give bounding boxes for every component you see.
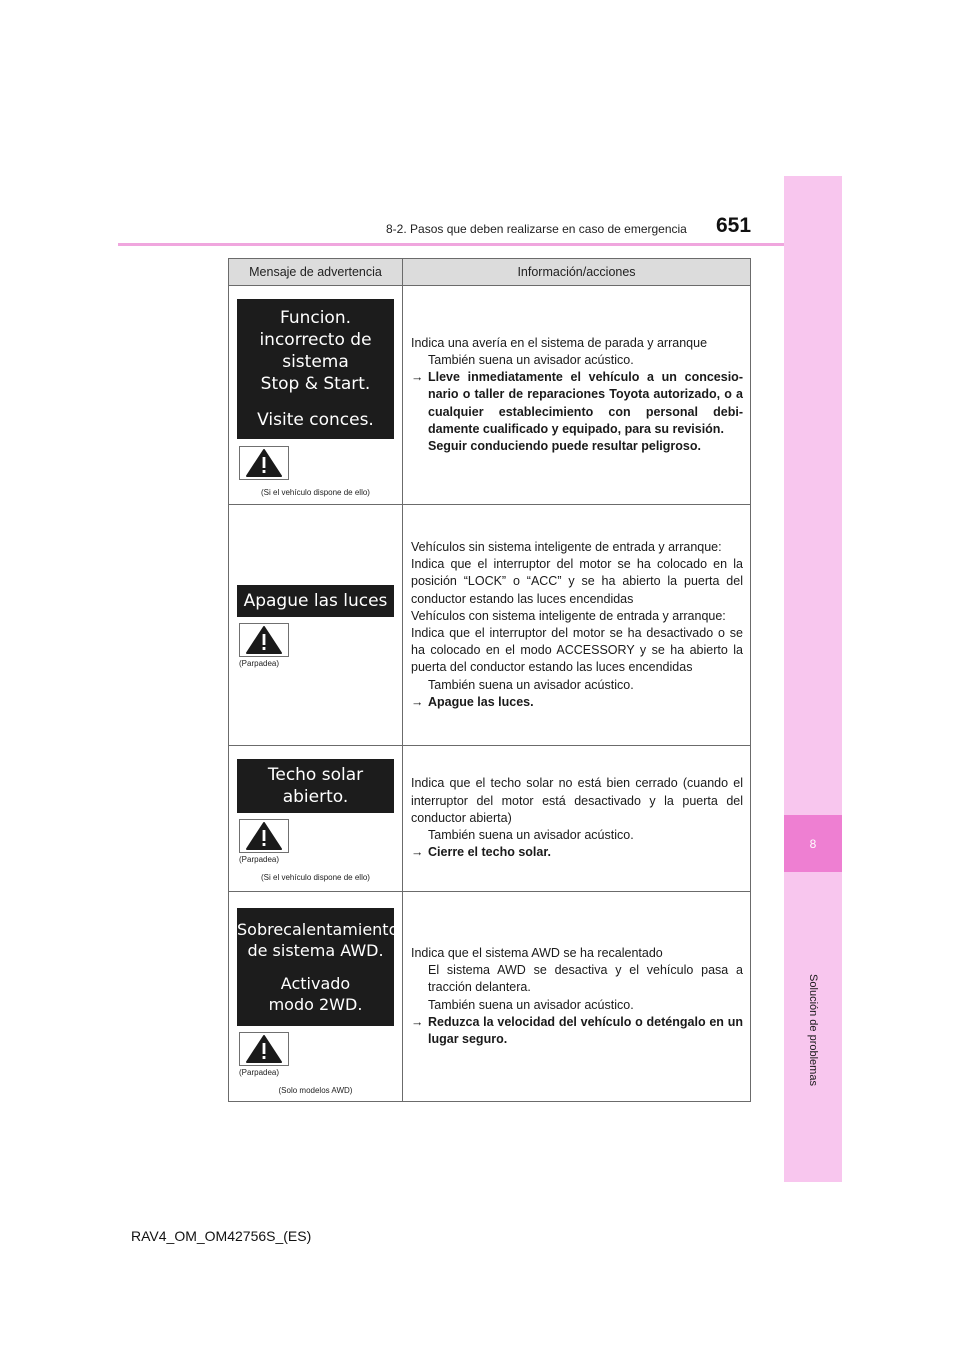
table-row (229, 892, 751, 1102)
table-row (229, 286, 751, 505)
header-rule (118, 243, 784, 246)
screen-line: Activado (280, 974, 351, 993)
screen-line: Stop & Start. (260, 374, 371, 394)
info-text: También suena un avisador acústico. (428, 352, 634, 367)
screen-line: Funcion. (279, 308, 352, 328)
table-row (229, 746, 751, 892)
screen-line: abierto. (282, 787, 349, 807)
screen-line: incorrecto de (259, 330, 372, 350)
screen-line: Sobrecalentamiento (237, 920, 399, 939)
info-text: Vehículos con sistema inteligente de entrada y arranque: (411, 608, 726, 623)
arrow-icon: → (411, 694, 424, 709)
section-title: 8-2. Pasos que deben realizarse en caso de emergencia (386, 222, 687, 236)
action-text: Reduzca la velocidad del vehículo o deténgalo en un lugar seguro. (428, 1014, 743, 1046)
action-step (411, 844, 743, 861)
action-text: Apague las luces. (428, 694, 534, 709)
chapter-label: Solución de problemas (807, 974, 819, 1086)
warning-table (228, 258, 751, 1102)
arrow-icon: → (411, 1014, 424, 1029)
info-text: Indica que el interruptor del motor se ha desactivado o se ha colocado en el modo ACCESSORY y se ha abierto la puerta del conductor estando las luces encendidas (411, 626, 743, 675)
info-text: También suena un avisador acústico. (428, 677, 634, 692)
action-step (411, 369, 743, 438)
info-cell (403, 505, 751, 746)
display-screen (237, 585, 394, 617)
info-text: El sistema AWD se desactiva y el vehículo pasa a tracción delantera. (428, 963, 743, 995)
display-screen (237, 759, 394, 813)
warning-triangle-icon (239, 819, 289, 853)
screen-spacer (237, 395, 394, 409)
screen-line: sistema (282, 352, 349, 372)
info-text: También suena un avisador acústico. (428, 828, 634, 843)
column-header-info: Información/acciones (403, 259, 751, 286)
action-note (411, 438, 743, 455)
info-text: Vehículos sin sistema inteligente de entrada y arranque: (411, 539, 722, 554)
screen-line: modo 2WD. (268, 995, 363, 1014)
table-row (229, 505, 751, 746)
screen-line: Apague las luces (243, 591, 388, 611)
flash-note: (Parpadea) (239, 1068, 280, 1077)
warning-triangle-icon (239, 1032, 289, 1066)
flash-note: (Parpadea) (239, 855, 280, 864)
info-text: También suena un avisador acústico. (428, 997, 634, 1012)
arrow-icon: → (411, 370, 424, 385)
screen-line: Visite conces. (257, 410, 374, 430)
message-cell (229, 892, 403, 1102)
message-cell (229, 505, 403, 746)
footnote: (Si el vehículo dispone de ello) (261, 488, 370, 497)
column-header-message: Mensaje de advertencia (229, 259, 403, 286)
info-text: Indica que el techo solar no está bien cerrado (cuando el interruptor del motor está desactivado y la puerta del conductor abierta) (411, 776, 743, 825)
footnote: (Solo modelos AWD) (278, 1086, 353, 1095)
info-text: Indica que el sistema AWD se ha recalentado (411, 945, 663, 960)
action-step (411, 1014, 743, 1048)
screen-spacer (237, 961, 394, 973)
chapter-number-badge: 8 (784, 815, 842, 872)
page-number: 651 (716, 214, 752, 237)
message-cell (229, 746, 403, 892)
info-cell (403, 746, 751, 892)
display-screen (237, 299, 394, 439)
screen-line: Techo solar (267, 765, 364, 785)
display-screen (237, 908, 399, 1026)
flash-note: (Parpadea) (239, 659, 280, 668)
action-text: Seguir conduciendo puede resultar peligroso. (428, 439, 701, 453)
footnote: (Si el vehículo dispone de ello) (261, 873, 370, 882)
warning-triangle-icon (239, 623, 289, 657)
action-text: Lleve inmediatamente el vehículo a un concesionario o taller de reparaciones Toyota autorizado, o a cualquier establecimiento con personal debidamente cualificado y equipado, para su revisión. (428, 370, 743, 436)
manual-code: RAV4_OM_OM42756S_(ES) (131, 1228, 312, 1244)
info-text: Indica una avería en el sistema de parada y arranque (411, 335, 708, 350)
message-cell (229, 286, 403, 505)
action-text: Cierre el techo solar. (428, 845, 551, 860)
arrow-icon: → (411, 845, 424, 860)
info-cell (403, 286, 751, 505)
warning-triangle-icon (239, 446, 289, 480)
info-cell (403, 892, 751, 1102)
action-step (411, 694, 743, 711)
screen-line: de sistema AWD. (247, 941, 384, 960)
info-text: Indica que el interruptor del motor se ha colocado en la posición “LOCK” o “ACC” y se ha abierto la puerta del conductor estando las luces encendidas (411, 557, 743, 606)
table-header-row (229, 259, 751, 286)
